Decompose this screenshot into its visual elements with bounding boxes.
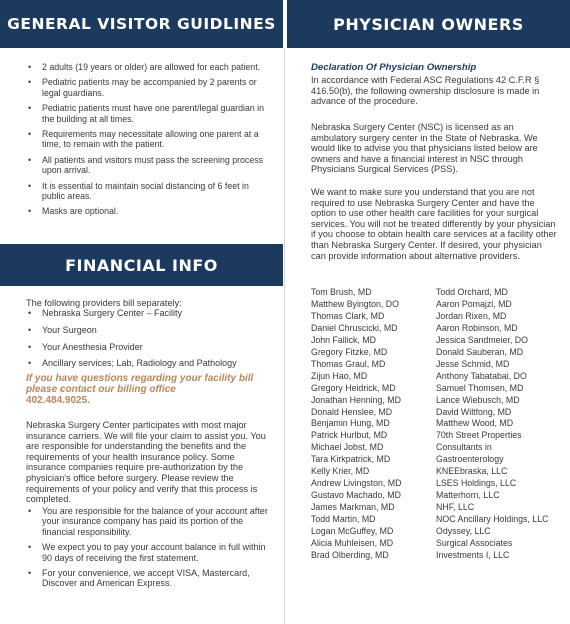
- physician-name: NHF, LLC: [436, 502, 475, 513]
- physician-name: Tom Brush, MD: [311, 287, 372, 297]
- physician-name: Matterhorn, LLC: [436, 490, 500, 501]
- list-item: • Your Surgeon: [26, 325, 274, 336]
- visitor-guidelines-list: [26, 62, 274, 222]
- list-item: • Masks are optional.: [26, 206, 274, 216]
- physician-name: Matthew Byington, DO: [311, 298, 400, 309]
- physician-name: Todd Orchard, MD: [436, 287, 508, 297]
- physician-name: Zijun Hao, MD: [311, 370, 368, 381]
- physician-name: Surgical Associates: [436, 538, 513, 549]
- physician-name: Gastroenterology: [436, 454, 504, 465]
- physician-name: Odyssey, LLC: [436, 526, 491, 537]
- physician-name: 70th Street Properties: [436, 430, 522, 441]
- physician-owners-title: PHYSICIAN OWNERS: [333, 14, 524, 34]
- physician-name: Kelly Krier, MD: [311, 466, 370, 477]
- physician-name: Tara Kirkpatrick, MD: [311, 454, 391, 465]
- physician-names-right: [436, 287, 548, 562]
- physician-name: Jessica Sandmeier, DO: [436, 334, 528, 345]
- list-item: • All patients and visitors must pass the screening process upon arrival.: [26, 155, 274, 176]
- physician-name: Aaron Pomajzl, MD: [436, 298, 512, 309]
- list-item: • You are responsible for the balance of your account after your insurance company has paid its portion of the financial responsibility.: [26, 506, 276, 537]
- physician-name: Thomas Clark, MD: [311, 310, 385, 321]
- physician-name: Andrew Livingston, MD: [311, 478, 402, 489]
- physician-name: Patrick Hurlbut, MD: [311, 430, 388, 441]
- physician-name: Samuel Thomsen, MD: [436, 382, 524, 393]
- physician-name: Jordan Rixen, MD: [436, 310, 507, 321]
- physician-name: Matthew Wood, MD: [436, 418, 514, 429]
- list-item: • Nebraska Surgery Center – Facility: [26, 308, 274, 319]
- physician-name: LSES Holdings, LLC: [436, 478, 517, 489]
- physician-name: Brad Olberding, MD: [311, 549, 389, 560]
- insurance-paragraph: Nebraska Surgery Center participates with most major insurance carriers. We will file your claim to assist you. You are responsible for understanding the benefits and the requirements of your health insurance policy. Some insurance companies require pre-authorization by the physician's office before surgery. Please review the requirements of your policy and verify that this process is completed.: [26, 420, 266, 505]
- physician-name: Logan McGuffey, MD: [311, 526, 394, 537]
- ownership-paragraph-2: Nebraska Surgery Center (NSC) is licensed as an ambulatory surgery center in the State of Nebraska. We would like to advise you that physicians listed below are owners and have a financial interest in NSC through Physicians Surgical Services (PSS).: [311, 122, 538, 175]
- list-item: • Pediatric patients must have one parent/legal guardian in the building at all times.: [26, 103, 274, 124]
- list-item: • 2 adults (19 years or older) are allowed for each patient.: [26, 62, 274, 72]
- physician-name: Gustavo Machado, MD: [311, 490, 401, 501]
- list-item: • Pediatric patients may be accompanied by 2 parents or legal guardians.: [26, 77, 274, 98]
- ownership-paragraph-3: We want to make sure you understand that you are not required to use Nebraska Surgery Center and have the option to use other health care facilities for your surgical services. You will not be treated differently by your physician if you choose to obtain health care services at a facility other than Nebraska Surgery Center. If desired, your physician can provide information about alternative providers.: [311, 187, 557, 261]
- billing-callout-text: If you have questions regarding your facility bill please contact our billing office: [26, 373, 254, 395]
- physician-name: KNEEbraska, LLC: [436, 466, 508, 477]
- physician-owners-banner: [287, 0, 570, 48]
- general-visitor-banner: [0, 0, 283, 48]
- ownership-paragraph-1: In accordance with Federal ASC Regulations 42 C.F.R § 416.50(b), the following ownership disclosure is made in advance of the procedure.: [311, 75, 540, 107]
- list-item: • Ancillary services; Lab, Radiology and Pathology: [26, 358, 274, 369]
- physician-name: Jesse Schmid, MD: [436, 358, 510, 369]
- physician-name: James Markman, MD: [311, 502, 395, 513]
- physician-name: Lance Wiebusch, MD: [436, 394, 520, 405]
- list-item: • We expect you to pay your account balance in full within 90 days of receiving the first statement.: [26, 542, 276, 563]
- physician-name: Benjamin Hung, MD: [311, 418, 390, 429]
- account-responsibility-list: [26, 506, 276, 594]
- general-visitor-title: GENERAL VISITOR GUIDLINES: [7, 15, 276, 33]
- billing-providers-list: [26, 308, 274, 375]
- physician-names-left: [311, 287, 401, 562]
- column-divider: [284, 48, 285, 624]
- ownership-declaration-heading: Declaration Of Physician Ownership: [311, 62, 477, 73]
- list-item: • Your Anesthesia Provider: [26, 342, 274, 353]
- physician-name: Gregory Fitzke, MD: [311, 346, 388, 357]
- list-item: • Requirements may necessitate allowing one parent at a time, to remain with the patient.: [26, 129, 274, 150]
- physician-name: John Fallick, MD: [311, 334, 377, 345]
- physician-name: Jonathan Henning, MD: [311, 394, 401, 405]
- physician-name: Donald Sauberan, MD: [436, 346, 524, 357]
- list-item: • It is essential to maintain social distancing of 6 feet in public areas.: [26, 181, 274, 202]
- physician-name: Gregory Heidrick, MD: [311, 382, 396, 393]
- billing-callout: [26, 374, 276, 406]
- physician-name: NOC Ancillary Holdings, LLC: [436, 514, 549, 525]
- financial-info-title: FINANCIAL INFO: [65, 255, 218, 275]
- list-item: • For your convenience, we accept VISA, Mastercard, Discover and American Express.: [26, 568, 276, 589]
- physician-name: Thomas Graul, MD: [311, 358, 386, 369]
- physician-name: Michael Jobst, MD: [311, 442, 384, 453]
- physician-name: Daniel Chruscicki, MD: [311, 322, 398, 333]
- physician-name: Todd Martin, MD: [311, 514, 376, 525]
- physician-name: Aaron Robinson, MD: [436, 322, 518, 333]
- physician-name: Donald Henslee, MD: [311, 406, 393, 417]
- physician-name: Anthony Tabatabai, DO: [436, 370, 527, 381]
- physician-name: Consultants in: [436, 442, 492, 453]
- financial-info-banner: [0, 244, 283, 286]
- physician-name: Alicia Muhleisen, MD: [311, 538, 394, 549]
- financial-intro: The following providers bill separately:: [26, 298, 182, 308]
- physician-name: Investments I, LLC: [436, 549, 510, 560]
- physician-name: David Wiltfong, MD: [436, 406, 512, 417]
- billing-phone: 402.484.9025.: [26, 394, 90, 406]
